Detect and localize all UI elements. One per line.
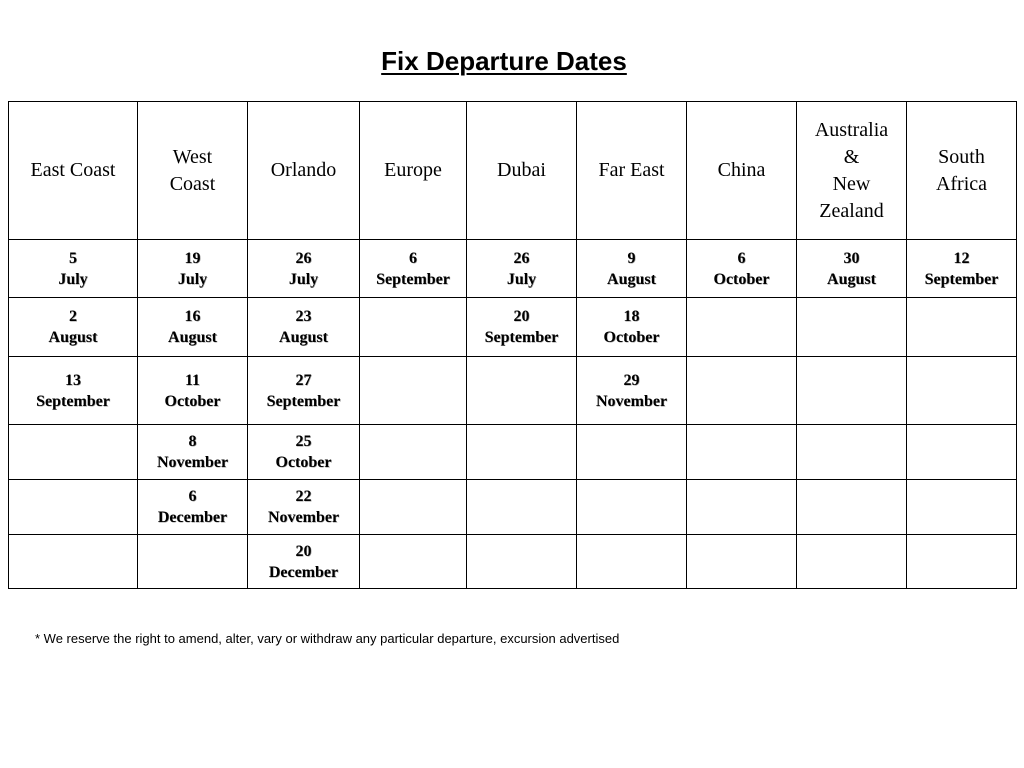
header-text: Orlando	[270, 159, 337, 181]
date-day: 5	[69, 249, 77, 267]
empty-cell	[797, 480, 907, 535]
date-month: July	[177, 270, 208, 288]
date-day: 13	[65, 371, 81, 389]
date-cell	[138, 425, 248, 480]
empty-cell	[467, 357, 577, 425]
date-cell	[248, 480, 360, 535]
date-cell	[577, 357, 687, 425]
date-month: September	[924, 270, 999, 288]
empty-cell	[360, 480, 467, 535]
date-day: 8	[188, 433, 197, 450]
date-day: 18	[623, 308, 640, 325]
empty-cell	[687, 298, 797, 357]
header-text: South	[938, 145, 985, 168]
date-month: September	[266, 392, 341, 410]
date-day: 26	[513, 249, 530, 267]
empty-cell	[907, 535, 1017, 589]
empty-cell	[797, 425, 907, 480]
date-month: July	[58, 270, 88, 288]
footnote: * We reserve the right to amend, alter, vary or withdraw any particular departure, excursion advertised	[35, 631, 620, 646]
empty-cell	[467, 480, 577, 535]
date-month: October	[275, 454, 332, 471]
header-text: Europe	[384, 159, 442, 181]
date-cell	[248, 535, 360, 589]
header-text: New	[832, 172, 871, 195]
empty-cell	[687, 535, 797, 589]
header-text: Dubai	[497, 159, 546, 181]
date-day: 26	[295, 249, 312, 267]
date-day: 25	[295, 433, 312, 450]
empty-cell	[360, 425, 467, 480]
date-month: November	[267, 509, 340, 526]
date-month: August	[168, 329, 217, 346]
date-cell	[467, 240, 577, 298]
date-cell	[138, 240, 248, 298]
header-row	[9, 102, 1017, 240]
date-month: September	[484, 329, 559, 346]
column-header-orlando	[248, 102, 360, 240]
date-month: December	[268, 563, 339, 581]
header-text: East Coast	[30, 159, 116, 181]
date-month: August	[48, 329, 98, 346]
date-month: November	[595, 392, 668, 410]
date-day: 12	[953, 249, 970, 267]
date-day: 11	[184, 371, 201, 389]
date-cell	[138, 298, 248, 357]
date-cell	[577, 298, 687, 357]
table-row	[9, 240, 1017, 298]
date-cell	[9, 357, 138, 425]
table-row	[9, 480, 1017, 535]
date-day: 6	[188, 488, 197, 505]
date-day: 6	[737, 249, 746, 267]
date-month: August	[827, 270, 876, 288]
date-cell	[9, 298, 138, 357]
table-row	[9, 357, 1017, 425]
empty-cell	[907, 298, 1017, 357]
empty-cell	[467, 425, 577, 480]
departure-dates-table	[8, 101, 1017, 589]
date-day: 16	[184, 308, 201, 325]
empty-cell	[687, 357, 797, 425]
date-month: July	[288, 270, 319, 288]
table-row	[9, 425, 1017, 480]
date-day: 6	[409, 249, 417, 267]
date-cell	[687, 240, 797, 298]
empty-cell	[907, 357, 1017, 425]
header-text: Zealand	[819, 199, 884, 222]
column-header-far-east	[577, 102, 687, 240]
empty-cell	[360, 357, 467, 425]
empty-cell	[360, 535, 467, 589]
date-day: 9	[627, 249, 636, 267]
date-month: October	[164, 392, 221, 410]
date-day: 23	[295, 308, 312, 325]
date-cell	[360, 240, 467, 298]
date-cell	[138, 357, 248, 425]
empty-cell	[138, 535, 248, 589]
header-text: China	[717, 159, 766, 181]
empty-cell	[907, 425, 1017, 480]
column-header-west-coast	[138, 102, 248, 240]
header-text: Coast	[169, 172, 216, 195]
empty-cell	[907, 480, 1017, 535]
date-day: 19	[184, 249, 201, 267]
date-cell	[248, 298, 360, 357]
empty-cell	[467, 535, 577, 589]
empty-cell	[9, 480, 138, 535]
header-text: Far East	[598, 159, 665, 181]
header-text: &	[843, 145, 860, 168]
date-day: 20	[295, 542, 312, 560]
table-row	[9, 298, 1017, 357]
date-cell	[248, 357, 360, 425]
column-header-europe	[360, 102, 467, 240]
empty-cell	[797, 298, 907, 357]
date-month: August	[607, 270, 656, 288]
empty-cell	[9, 425, 138, 480]
column-header-south-africa	[907, 102, 1017, 240]
table-row	[9, 535, 1017, 589]
date-month: November	[156, 454, 229, 471]
empty-cell	[360, 298, 467, 357]
date-month: October	[713, 270, 770, 288]
empty-cell	[9, 535, 138, 589]
date-month: September	[376, 270, 450, 288]
column-header-australia-new-zealand	[797, 102, 907, 240]
date-cell	[248, 240, 360, 298]
date-cell	[577, 240, 687, 298]
date-cell	[797, 240, 907, 298]
page-title: Fix Departure Dates	[381, 46, 627, 76]
empty-cell	[577, 535, 687, 589]
date-day: 2	[69, 308, 77, 325]
date-cell	[9, 240, 138, 298]
column-header-east-coast	[9, 102, 138, 240]
date-day: 22	[295, 488, 312, 505]
header-text: Africa	[935, 172, 988, 195]
empty-cell	[577, 425, 687, 480]
header-text: Australia	[814, 118, 889, 141]
date-cell	[248, 425, 360, 480]
column-header-dubai	[467, 102, 577, 240]
date-month: August	[279, 329, 328, 346]
empty-cell	[577, 480, 687, 535]
empty-cell	[797, 535, 907, 589]
date-cell	[907, 240, 1017, 298]
date-month: September	[36, 392, 110, 410]
header-text: West	[172, 145, 213, 168]
date-cell	[467, 298, 577, 357]
date-day: 27	[295, 371, 312, 389]
date-cell	[138, 480, 248, 535]
date-month: October	[603, 329, 660, 346]
date-month: July	[506, 270, 537, 288]
column-header-china	[687, 102, 797, 240]
empty-cell	[687, 480, 797, 535]
date-day: 29	[623, 371, 640, 389]
empty-cell	[797, 357, 907, 425]
date-day: 20	[513, 308, 530, 325]
empty-cell	[687, 425, 797, 480]
date-month: December	[157, 509, 228, 526]
date-day: 30	[843, 249, 860, 267]
